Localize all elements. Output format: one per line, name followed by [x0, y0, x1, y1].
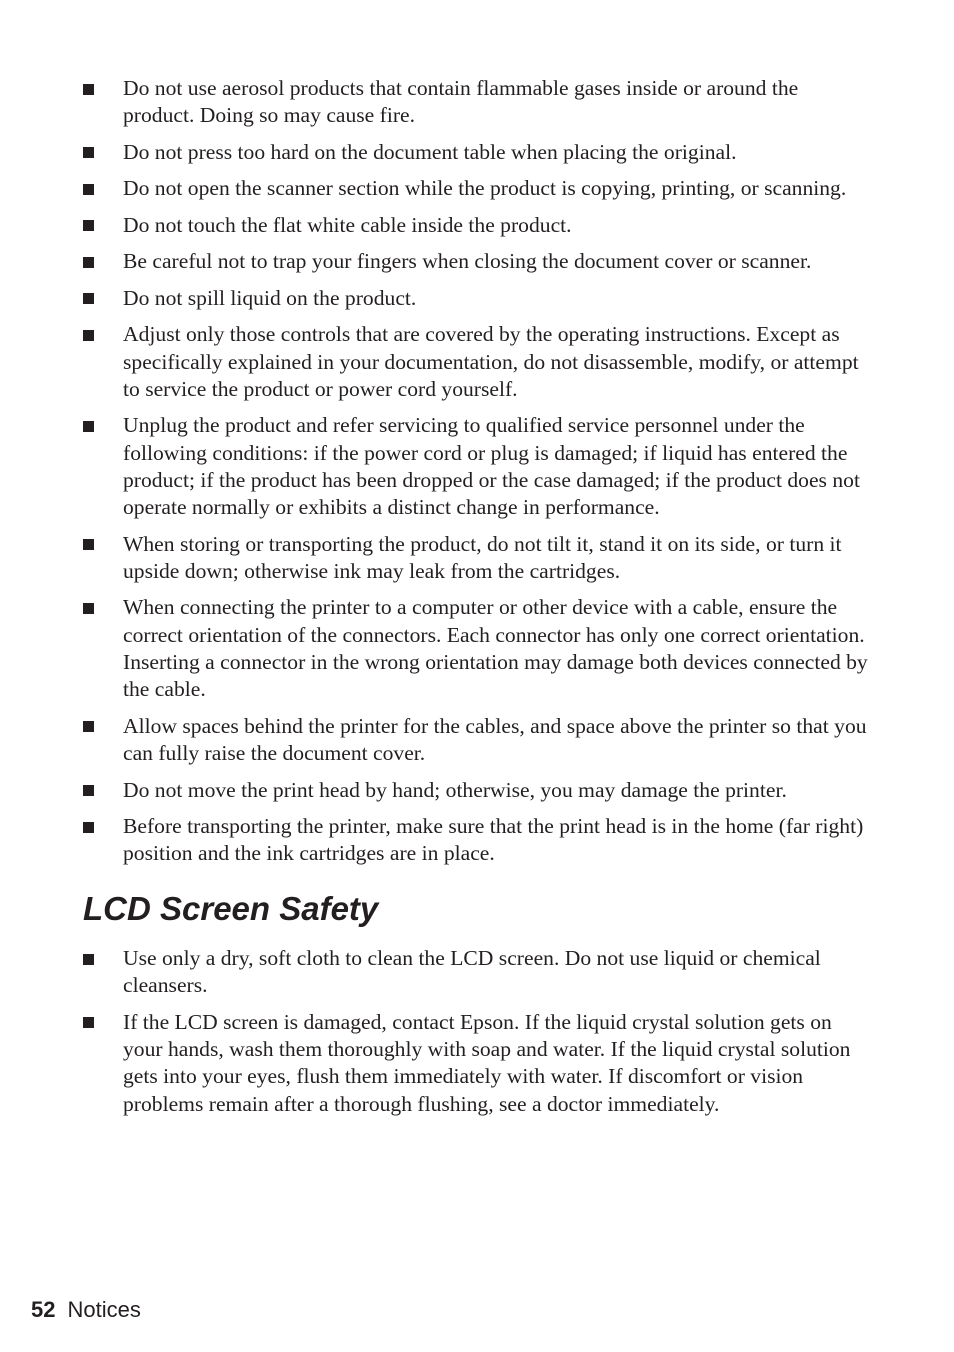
list-item-text: Use only a dry, soft cloth to clean the LCD screen. Do not use liquid or chemical cleansers.	[123, 946, 821, 998]
footer-section-name: Notices	[67, 1297, 141, 1322]
square-bullet-icon	[83, 421, 94, 432]
square-bullet-icon	[83, 293, 94, 304]
page-footer	[31, 1295, 141, 1325]
list-item	[83, 139, 873, 166]
square-bullet-icon	[83, 330, 94, 341]
safety-instructions-list	[83, 75, 873, 877]
list-item-text: Before transporting the printer, make sure that the print head is in the home (far right) position and the ink cartridges are in place.	[123, 814, 864, 866]
list-item-text: If the LCD screen is damaged, contact Epson. If the liquid crystal solution gets on your hands, wash them thoroughly with soap and water. If the liquid crystal solution gets into your eyes, flush them immediately with water. If discomfort or vision problems remain after a thorough flushing, see a doctor immediately.	[123, 1009, 851, 1116]
list-item-text: Allow spaces behind the printer for the cables, and space above the printer so that you can fully raise the document cover.	[123, 713, 867, 766]
list-item-text: Do not spill liquid on the product.	[123, 285, 417, 310]
list-item	[83, 175, 873, 202]
list-item	[83, 594, 873, 703]
list-item	[83, 412, 873, 521]
list-item	[83, 945, 873, 1000]
list-item	[83, 777, 873, 804]
section-heading: LCD Screen Safety	[83, 890, 379, 927]
list-item-text: Do not touch the flat white cable inside the product.	[123, 212, 572, 237]
square-bullet-icon	[83, 539, 94, 550]
list-item-text: Unplug the product and refer servicing to qualified service personnel under the following conditions: if the power cord or plug is damaged; if liquid has entered the product; if the product has been dropped or the case damaged; if the product does not operate normally or exhibits a distinct change in performance.	[123, 413, 860, 520]
list-item-text: When connecting the printer to a computer or other device with a cable, ensure the correct orientation of the connectors. Each connector has only one correct orientation. Inserting a connector in the wrong orientation may damage both devices connected by the cable.	[123, 595, 868, 702]
square-bullet-icon	[83, 184, 94, 195]
list-item	[83, 248, 873, 275]
list-item-text: When storing or transporting the product, do not tilt it, stand it on its side, or turn it upside down; otherwise ink may leak from the cartridges.	[123, 531, 842, 583]
list-item	[83, 285, 873, 312]
square-bullet-icon	[83, 721, 94, 732]
square-bullet-icon	[83, 822, 94, 833]
square-bullet-icon	[83, 954, 94, 965]
list-item-text: Do not move the print head by hand; otherwise, you may damage the printer.	[123, 777, 787, 802]
square-bullet-icon	[83, 785, 94, 796]
list-item	[83, 531, 873, 586]
square-bullet-icon	[83, 84, 94, 95]
square-bullet-icon	[83, 1017, 94, 1028]
lcd-safety-list	[83, 945, 873, 1127]
list-item-text: Adjust only those controls that are covered by the operating instructions. Except as specifically explained in your documentation, do not disassemble, modify, or attempt to service the product or power cord yourself.	[123, 322, 859, 401]
list-item	[83, 1009, 873, 1118]
square-bullet-icon	[83, 147, 94, 158]
list-item	[83, 75, 873, 130]
square-bullet-icon	[83, 257, 94, 268]
list-item	[83, 713, 873, 768]
list-item	[83, 321, 873, 403]
list-item	[83, 813, 873, 868]
list-item-text: Do not press too hard on the document table when placing the original.	[123, 139, 737, 164]
square-bullet-icon	[83, 220, 94, 231]
list-item-text: Be careful not to trap your fingers when closing the document cover or scanner.	[123, 249, 812, 274]
list-item-text: Do not open the scanner section while the product is copying, printing, or scanning.	[123, 176, 847, 201]
page-number: 52	[31, 1297, 56, 1322]
list-item-text: Do not use aerosol products that contain flammable gases inside or around the product. Doing so may cause fire.	[123, 76, 799, 128]
square-bullet-icon	[83, 603, 94, 614]
list-item	[83, 212, 873, 239]
